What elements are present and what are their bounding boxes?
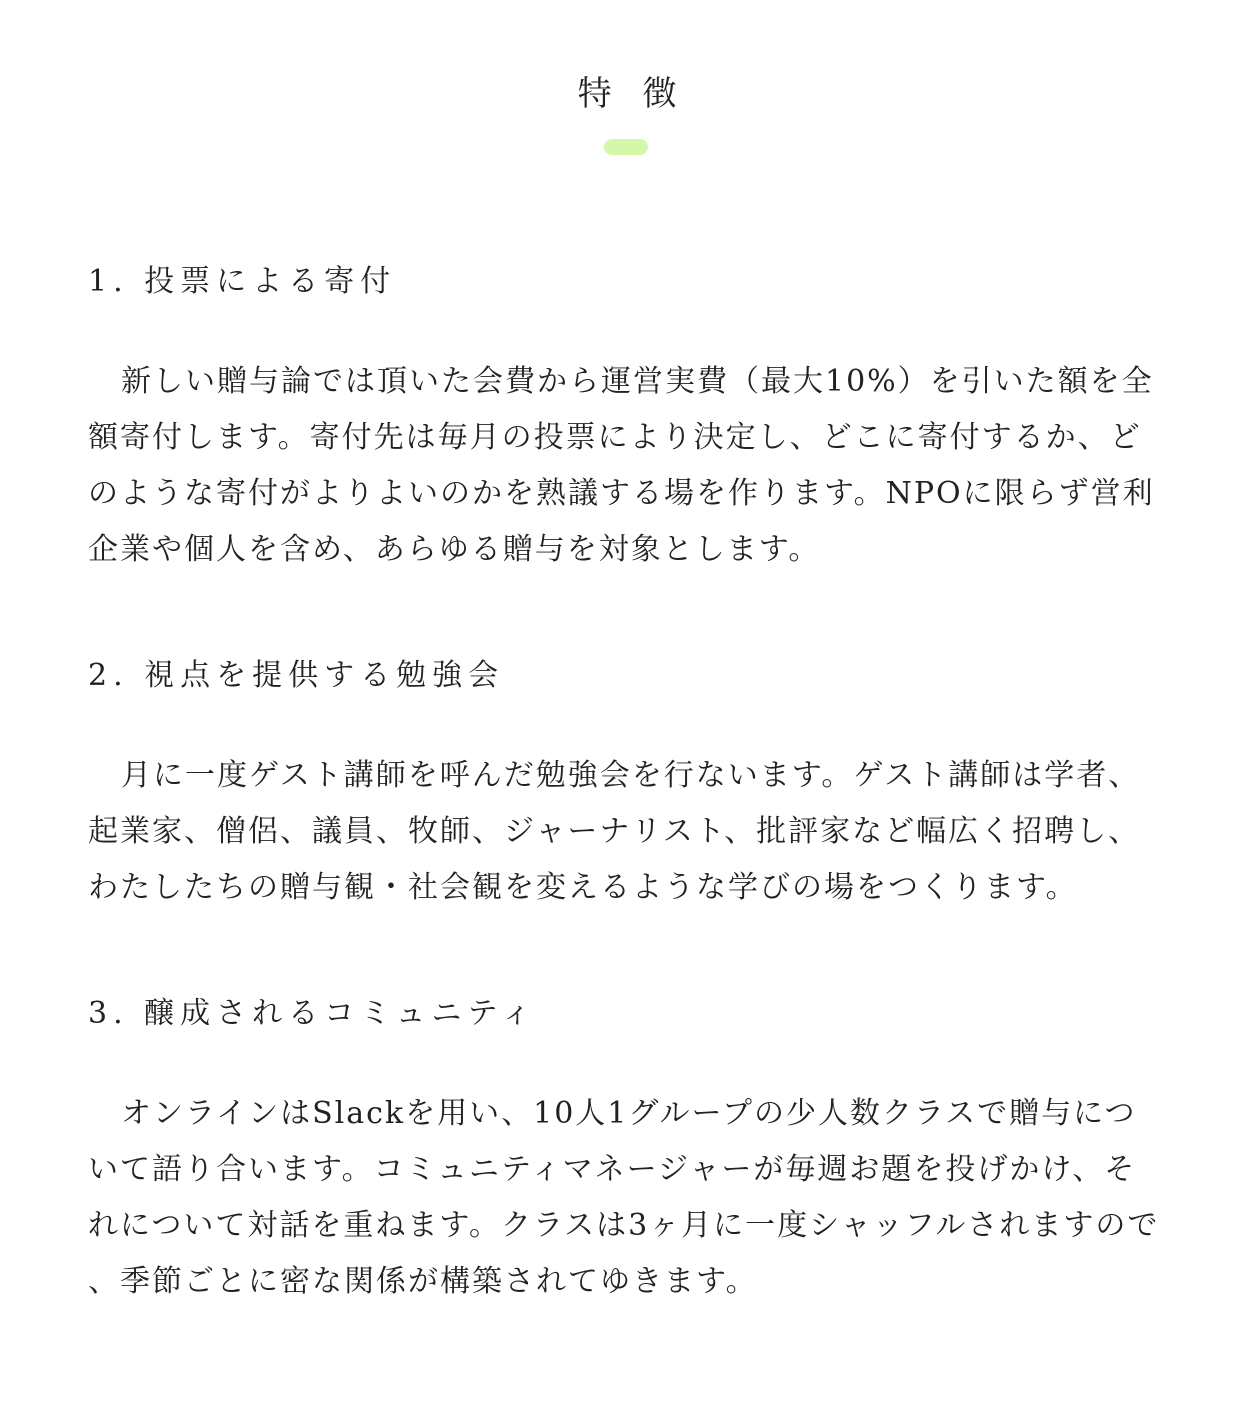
section-title: 特 徴 (577, 74, 687, 114)
feature-body: 月に一度ゲスト講師を呼んだ勉強会を行ないます。ゲスト講師は学者、起業家、僧侶、議員、牧師、ジャーナリスト、批評家など幅広く招聘し、わたしたちの贈与観・社会観を変えるような学びの場をつくります。 (88, 758, 1141, 905)
feature-body: オンラインはSlackを用い、10人1グループの少人数クラスで贈与について語り合います。コミュニティマネージャーが毎週お題を投げかけ、それについて対話を重ねます。クラスは3ヶ月に一度シャッフルされますので、季節ごとに密な関係が構築されてゆきます。 (88, 1096, 1160, 1299)
features-list (88, 258, 1168, 1310)
feature-item-voting-donation (88, 258, 1168, 578)
feature-item-study-session (88, 652, 1168, 916)
feature-heading: 1. 投票による寄付 (88, 264, 397, 299)
feature-heading: 3. 醸成されるコミュニティ (88, 996, 538, 1031)
feature-item-community (88, 990, 1168, 1310)
title-accent-bar (604, 139, 648, 155)
feature-heading: 2. 視点を提供する勉強会 (88, 658, 505, 693)
feature-body: 新しい贈与論では頂いた会費から運営実費（最大10%）を引いた額を全額寄付します。寄付先は毎月の投票により決定し、どこに寄付するか、どのような寄付がよりよいのかを熟議する場を作ります。NPOに限らず営利企業や個人を含め、あらゆる贈与を対象とします。 (88, 364, 1155, 567)
